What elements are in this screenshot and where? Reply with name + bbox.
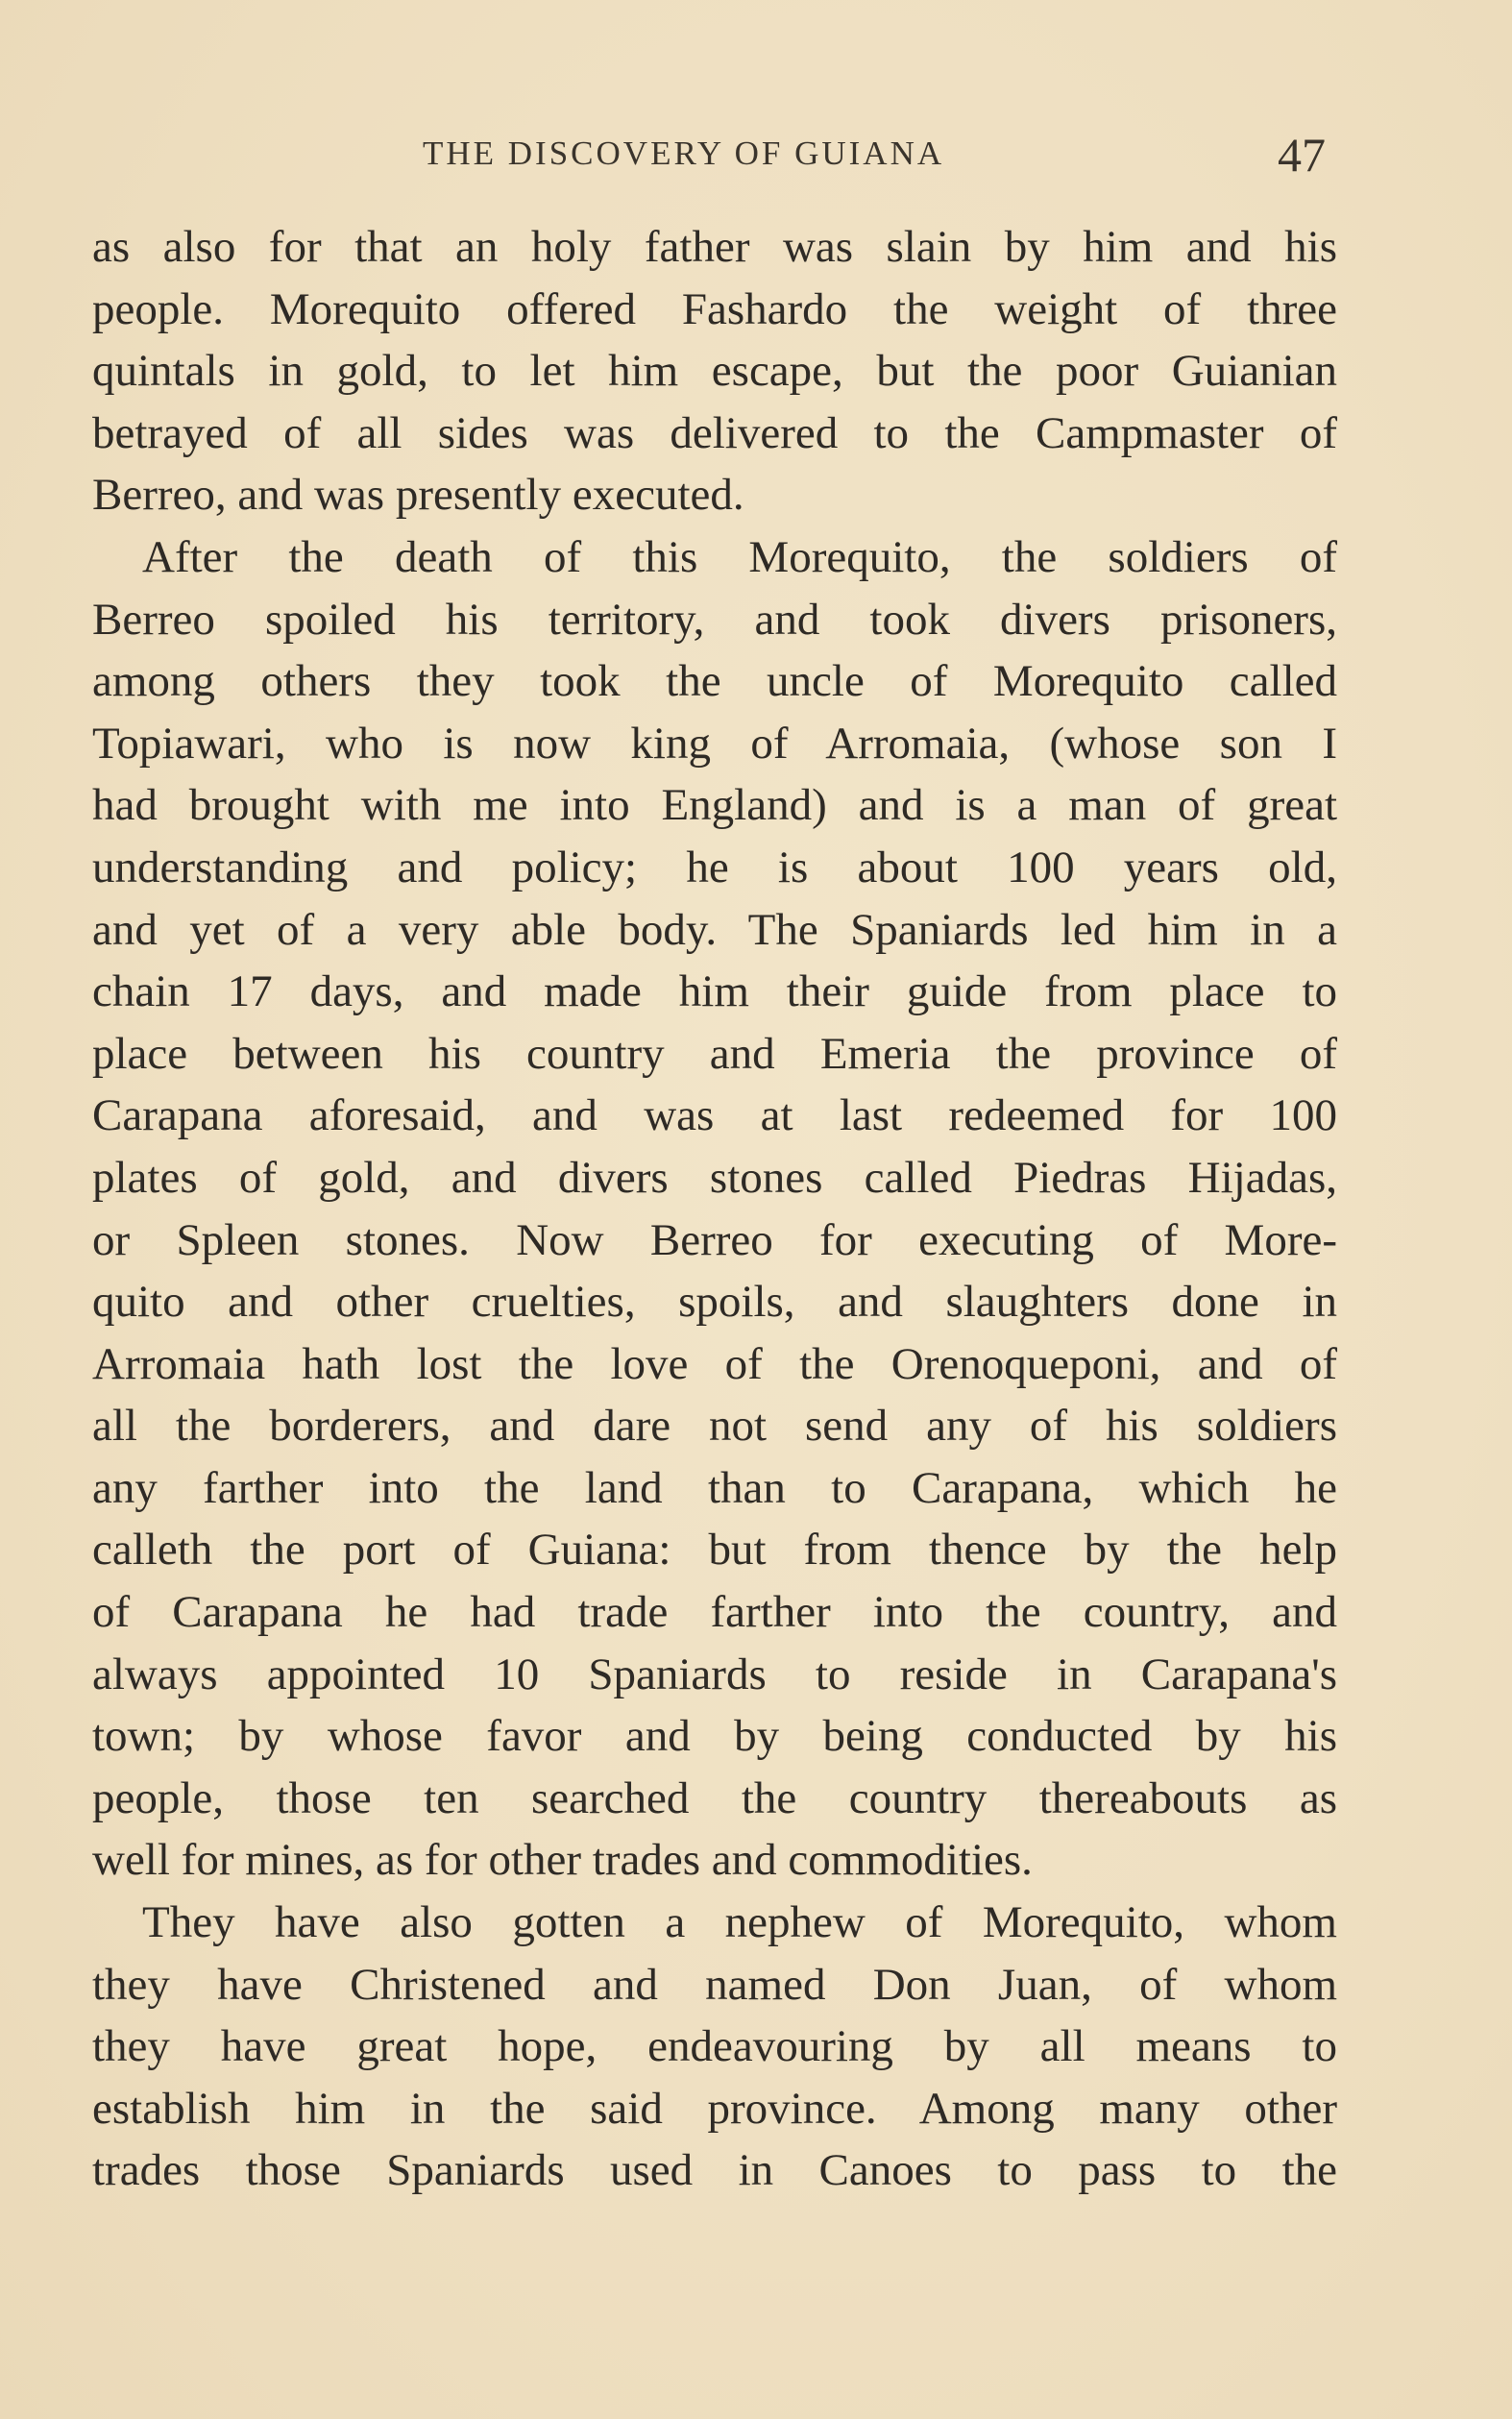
text-line: quito and other cruelties, spoils, and slaughters done in: [92, 1277, 1337, 1328]
text-line: people, those ten searched the country thereabouts as: [92, 1772, 1337, 1823]
text-line: Carapana aforesaid, and was at last redeemed for 100: [92, 1090, 1337, 1141]
text-line: among others they took the uncle of Morequito called: [92, 656, 1337, 707]
text-line: any farther into the land than to Carapana, which he: [92, 1462, 1337, 1513]
text-line: Berreo spoiled his territory, and took divers prisoners,: [92, 594, 1337, 645]
text-line: chain 17 days, and made him their guide from place to: [92, 966, 1337, 1017]
text-line: people. Morequito offered Fashardo the weight of three: [92, 283, 1337, 334]
text-line: establish him in the said province. Among many other: [92, 2083, 1337, 2134]
paragraph-start-line: They have also gotten a nephew of Morequito, whom: [142, 1897, 1337, 1948]
text-line: always appointed 10 Spaniards to reside in Carapana's: [92, 1649, 1337, 1699]
text-line: trades those Spaniards used in Canoes to pass to the: [92, 2145, 1337, 2196]
text-line: Berreo, and was presently executed.: [92, 470, 744, 521]
page-number: 47: [1278, 128, 1326, 182]
text-line: town; by whose favor and by being conducted by his: [92, 1711, 1337, 1762]
text-line: quintals in gold, to let him escape, but the poor Guianian: [92, 346, 1337, 397]
text-line: or Spleen stones. Now Berreo for executing of More-: [92, 1214, 1337, 1265]
text-line: Topiawari, who is now king of Arromaia, (whose son I: [92, 718, 1337, 769]
text-line: calleth the port of Guiana: but from thence by the help: [92, 1525, 1337, 1576]
text-line: understanding and policy; he is about 100 years old,: [92, 842, 1337, 892]
text-line: they have great hope, endeavouring by all means to: [92, 2021, 1337, 2072]
text-line: and yet of a very able body. The Spaniards led him in a: [92, 904, 1337, 955]
running-title: THE DISCOVERY OF GUIANA: [423, 134, 945, 172]
paragraph-start-line: After the death of this Morequito, the soldiers of: [142, 531, 1337, 582]
running-head: [0, 127, 1512, 184]
text-line: well for mines, as for other trades and commodities.: [92, 1835, 1033, 1886]
text-line: of Carapana he had trade farther into the country, and: [92, 1587, 1337, 1638]
text-line: as also for that an holy father was slain by him and his: [92, 222, 1337, 272]
text-line: betrayed of all sides was delivered to the Campmaster of: [92, 407, 1337, 458]
text-line: had brought with me into England) and is a man of great: [92, 780, 1337, 831]
text-line: Arromaia hath lost the love of the Orenoqueponi, and of: [92, 1338, 1337, 1389]
text-line: all the borderers, and dare not send any of his soldiers: [92, 1401, 1337, 1452]
text-line: place between his country and Emeria the province of: [92, 1028, 1337, 1079]
text-line: plates of gold, and divers stones called Piedras Hijadas,: [92, 1152, 1337, 1203]
text-line: they have Christened and named Don Juan, of whom: [92, 1959, 1337, 2010]
body-text: [92, 216, 1337, 2202]
